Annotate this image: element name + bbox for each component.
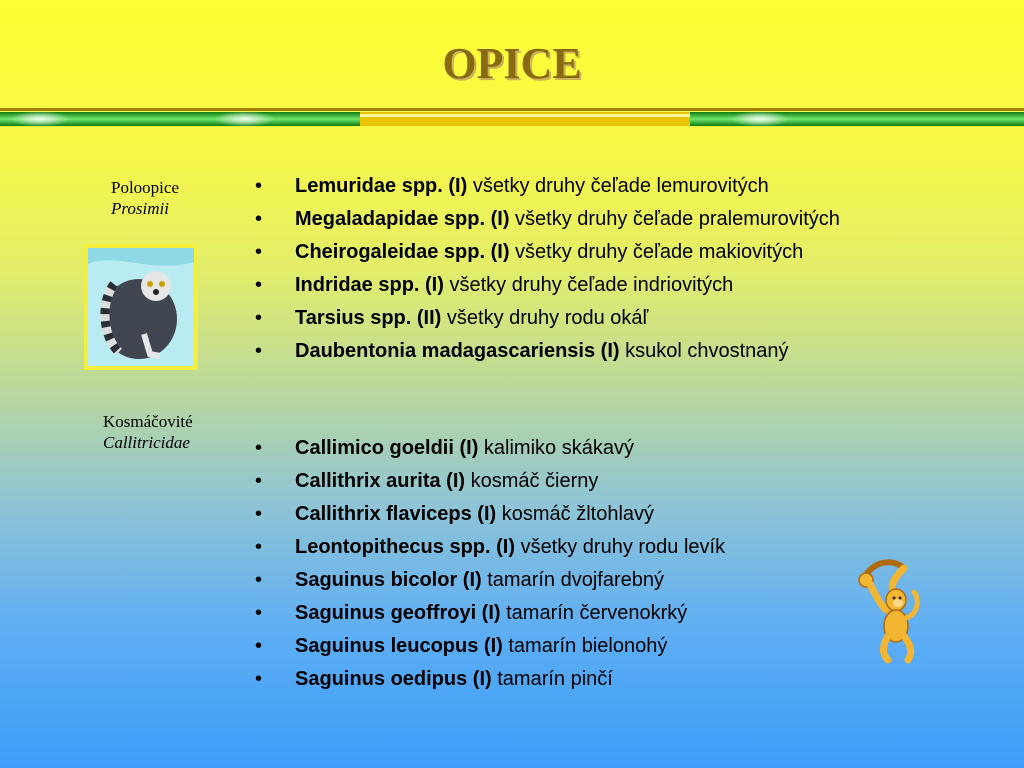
list-item: • Lemuridae spp. (I) všetky druhy čeľade lemurovitých xyxy=(255,175,769,197)
section-latin: Prosimii xyxy=(111,199,169,218)
monkey-image xyxy=(852,556,928,664)
species-list-callitricidae xyxy=(255,432,725,696)
list-item: • Cheirogaleidae spp. (I) všetky druhy čeľade makiovitých xyxy=(255,241,804,263)
section-name: Poloopice xyxy=(111,178,179,197)
section-label-prosimii xyxy=(111,177,179,219)
list-item: • Saguinus oedipus (I) tamarín pinčí xyxy=(255,668,613,690)
section-latin: Callitricidae xyxy=(103,433,190,452)
list-item: • Saguinus leucopus (I) tamarín bielonohý xyxy=(255,635,668,657)
list-item: • Callithrix aurita (I) kosmáč čierny xyxy=(255,470,599,492)
list-item: • Saguinus geoffroyi (I) tamarín červenokrký xyxy=(255,602,688,624)
list-item: • Leontopithecus spp. (I) všetky druhy rodu levík xyxy=(255,536,726,558)
list-item: • Megaladapidae spp. (I) všetky druhy čeľade pralemurovitých xyxy=(255,208,840,230)
list-item: • Indridae spp. (I) všetky druhy čeľade indriovitých xyxy=(255,274,734,296)
section-label-callitricidae xyxy=(103,411,193,453)
section-name: Kosmáčovité xyxy=(103,412,193,431)
list-item: • Tarsius spp. (II) všetky druhy rodu okáľ xyxy=(255,307,649,329)
species-list-prosimii xyxy=(255,170,840,368)
slide-title: OPICE xyxy=(442,39,582,88)
lemur-image xyxy=(84,244,198,370)
decorative-divider xyxy=(0,106,1024,128)
list-item: • Saguinus bicolor (I) tamarín dvojfarebný xyxy=(255,569,664,591)
list-item: • Callimico goeldii (I) kalimiko skákavý xyxy=(255,437,634,459)
list-item: • Callithrix flaviceps (I) kosmáč žltohlavý xyxy=(255,503,655,525)
list-item: • Daubentonia madagascariensis (I) ksukol chvostnaný xyxy=(255,340,789,362)
